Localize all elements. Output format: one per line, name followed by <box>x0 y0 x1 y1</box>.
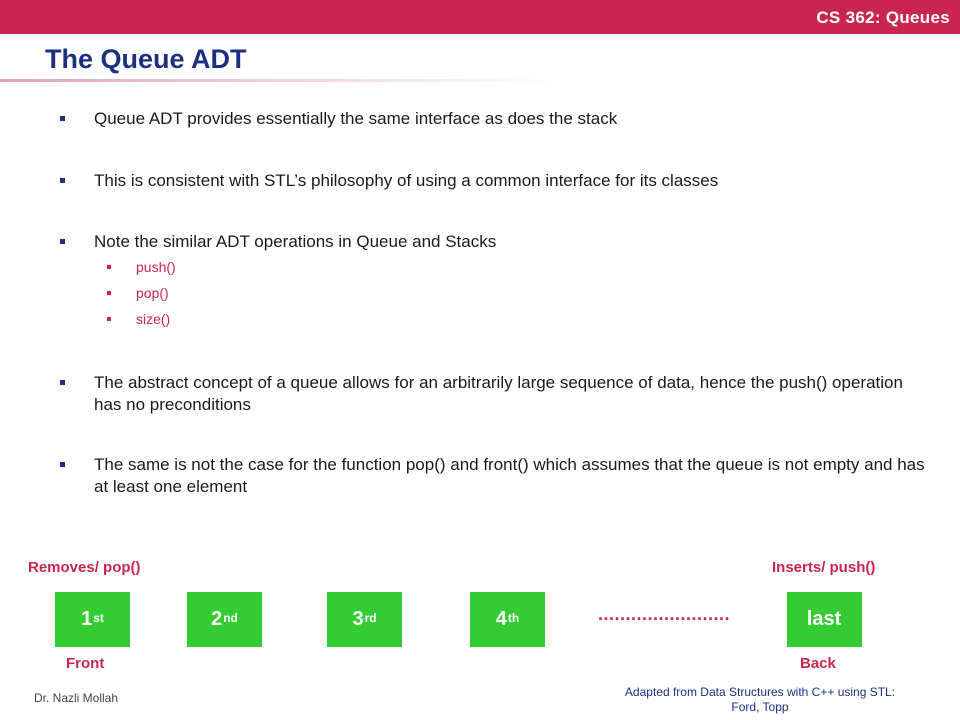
footer-source <box>600 685 920 715</box>
queue-box-first <box>55 592 130 647</box>
sub-bullet-item <box>60 284 930 302</box>
ellipsis-dots: ........................ <box>598 604 731 624</box>
sub-bullet-text: pop() <box>136 285 169 301</box>
bullet-list <box>60 108 930 498</box>
title-underline <box>0 79 560 82</box>
bullet-square-icon <box>60 239 65 244</box>
sub-bullet-item <box>60 310 930 328</box>
bullet-text: The same is not the case for the function pop() and front() which assumes that the queue is not empty and has at least one element <box>94 455 925 496</box>
bullet-item <box>60 372 930 416</box>
sub-bullet-text: push() <box>136 259 176 275</box>
slide-title: The Queue ADT <box>45 44 247 74</box>
sub-bullet-square-icon <box>107 317 111 321</box>
removes-label: Removes/ pop() <box>28 559 141 576</box>
header-bar <box>0 0 960 34</box>
back-label: Back <box>800 655 836 672</box>
queue-box-suffix: th <box>507 610 520 625</box>
footer-source-line: Ford, Topp <box>731 700 789 714</box>
footer-author: Dr. Nazli Mollah <box>34 691 119 705</box>
sub-bullet-text: size() <box>136 311 171 327</box>
queue-box-label: 1 <box>81 608 93 630</box>
queue-box-label: 3 <box>352 608 364 630</box>
bullet-square-icon <box>60 380 65 385</box>
bullet-text: This is consistent with STL’s philosophy of using a common interface for its classes <box>94 171 719 190</box>
bullet-item <box>60 170 930 192</box>
queue-box-label: 2 <box>211 608 223 630</box>
bullet-text: Note the similar ADT operations in Queue and Stacks <box>94 232 497 251</box>
bullet-square-icon <box>60 178 65 183</box>
queue-box-second <box>187 592 262 647</box>
sub-bullet-square-icon <box>107 265 111 269</box>
queue-box-fourth <box>470 592 545 647</box>
course-title: CS 362: Queues <box>816 8 950 27</box>
bullet-square-icon <box>60 462 65 467</box>
queue-box-last <box>787 592 862 647</box>
queue-box-suffix: rd <box>364 610 377 625</box>
bullet-square-icon <box>60 116 65 121</box>
bullet-item <box>60 454 930 498</box>
queue-box-third <box>327 592 402 647</box>
bullet-item <box>60 231 930 253</box>
queue-box-label: last <box>806 608 842 630</box>
footer-source-line: Adapted from Data Structures with C++ using STL: <box>624 685 896 699</box>
queue-box-suffix: st <box>93 610 104 625</box>
bullet-text: The abstract concept of a queue allows for an arbitrarily large sequence of data, hence the push() operation has no preconditions <box>94 373 903 414</box>
sub-bullet-square-icon <box>107 291 111 295</box>
bullet-text: Queue ADT provides essentially the same interface as does the stack <box>94 109 618 128</box>
front-label: Front <box>66 655 105 672</box>
sub-bullet-item <box>60 258 930 276</box>
inserts-label: Inserts/ push() <box>772 559 876 576</box>
queue-box-label: 4 <box>495 608 507 630</box>
queue-box-suffix: nd <box>223 610 238 625</box>
bullet-item <box>60 108 930 130</box>
